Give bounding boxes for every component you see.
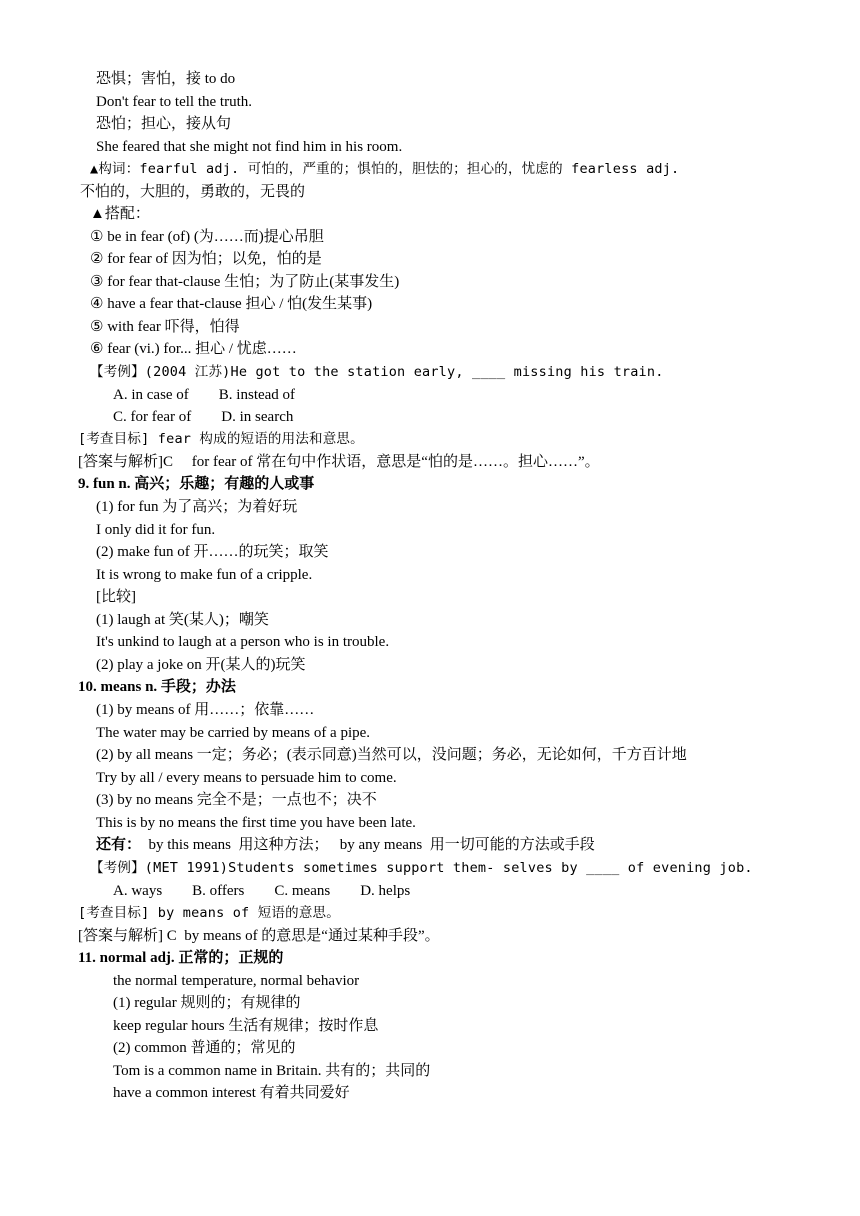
phrase-item: (2) by all means 一定；务必；(表示同意)当然可以，没问题；务必，无论如何，千方百计地 [96, 747, 687, 763]
exam-question: 【考例】(2004 江苏)He got to the station early, ____ missing his train. [90, 364, 664, 380]
example-sentence: I only did it for fun. [96, 522, 216, 538]
collocation-item: ③ for fear that-clause 生怕；为了防止(某事发生) [90, 274, 400, 290]
phrase-item: (3) by no means 完全不是；一点也不；决不 [96, 792, 377, 808]
comparison-label: [比较] [96, 589, 136, 605]
phrase-item: (2) make fun of 开……的玩笑；取笑 [96, 544, 329, 560]
phrase-item: (1) regular 规则的；有规律的 [113, 995, 301, 1011]
example-sentence: It's unkind to laugh at a person who is in trouble. [96, 634, 390, 650]
answer-analysis: [答案与解析] C by means of 的意思是“通过某种手段”。 [78, 928, 440, 944]
entry-heading-normal: 11. normal adj. 正常的；正规的 [78, 950, 284, 966]
example-sentence: It is wrong to make fun of a cripple. [96, 567, 313, 583]
answer-options: A. in case of B. instead of [113, 387, 296, 403]
example-sentence: the normal temperature, normal behavior [113, 973, 360, 989]
entry-heading-fun: 9. fun n. 高兴；乐趣；有趣的人或事 [78, 476, 315, 492]
text-line: 恐怕；担心，接从句 [96, 116, 232, 132]
answer-analysis: [答案与解析]C for fear of 常在句中作状语，意思是“怕的是……。担心……”。 [78, 454, 600, 470]
phrase-item: (2) play a joke on 开(某人的)玩笑 [96, 657, 306, 673]
also-label: 还有： [96, 837, 142, 853]
answer-options: A. ways B. offers C. means D. helps [113, 883, 411, 899]
collocation-item: ⑤ with fear 吓得，怕得 [90, 319, 240, 335]
answer-options: C. for fear of D. in search [113, 409, 294, 425]
phrase-item: (2) common 普通的；常见的 [113, 1040, 296, 1056]
text-line: 不怕的，大胆的，勇敢的，无畏的 [80, 184, 306, 200]
collocation-heading: ▲搭配： [90, 206, 150, 222]
collocation-item: ⑥ fear (vi.) for... 担心 / 忧虑…… [90, 341, 297, 357]
phrase-item: have a common interest 有着共同爱好 [113, 1085, 350, 1101]
example-sentence: The water may be carried by means of a pipe. [96, 725, 371, 741]
collocation-item: ① be in fear (of) (为……而)提心吊胆 [90, 229, 324, 245]
example-sentence: Try by all / every means to persuade him to come. [96, 770, 397, 786]
text-line: 恐惧；害怕，接 to do [96, 71, 236, 87]
exam-question: 【考例】(MET 1991)Students sometimes support them- selves by ____ of evening job. [90, 860, 753, 876]
collocation-item: ④ have a fear that-clause 担心 / 怕(发生某事) [90, 296, 373, 312]
example-sentence: Tom is a common name in Britain. 共有的；共同的 [113, 1063, 431, 1079]
example-sentence: Don't fear to tell the truth. [96, 94, 252, 110]
word-formation-line: ▲构词：fearful adj. 可怕的，严重的；惧怕的，胆怯的；担心的，忧虑的 fearless adj. [90, 161, 680, 177]
example-sentence: She feared that she might not find him in his room. [96, 139, 403, 155]
also-line [96, 836, 595, 854]
also-text: by this means 用这种方法； by any means 用一切可能的方法或手段 [141, 837, 595, 853]
phrase-item: (1) laugh at 笑(某人)；嘲笑 [96, 612, 269, 628]
entry-heading-means: 10. means n. 手段；办法 [78, 679, 236, 695]
example-sentence: This is by no means the first time you have been late. [96, 815, 416, 831]
phrase-item: (1) by means of 用……；依靠…… [96, 702, 315, 718]
exam-target: [考查目标] by means of 短语的意思。 [78, 905, 340, 921]
collocation-item: ② for fear of 因为怕；以免，怕的是 [90, 251, 322, 267]
phrase-item: (1) for fun 为了高兴；为着好玩 [96, 499, 298, 515]
phrase-item: keep regular hours 生活有规律；按时作息 [113, 1018, 379, 1034]
exam-target: [考查目标] fear 构成的短语的用法和意思。 [78, 431, 364, 447]
